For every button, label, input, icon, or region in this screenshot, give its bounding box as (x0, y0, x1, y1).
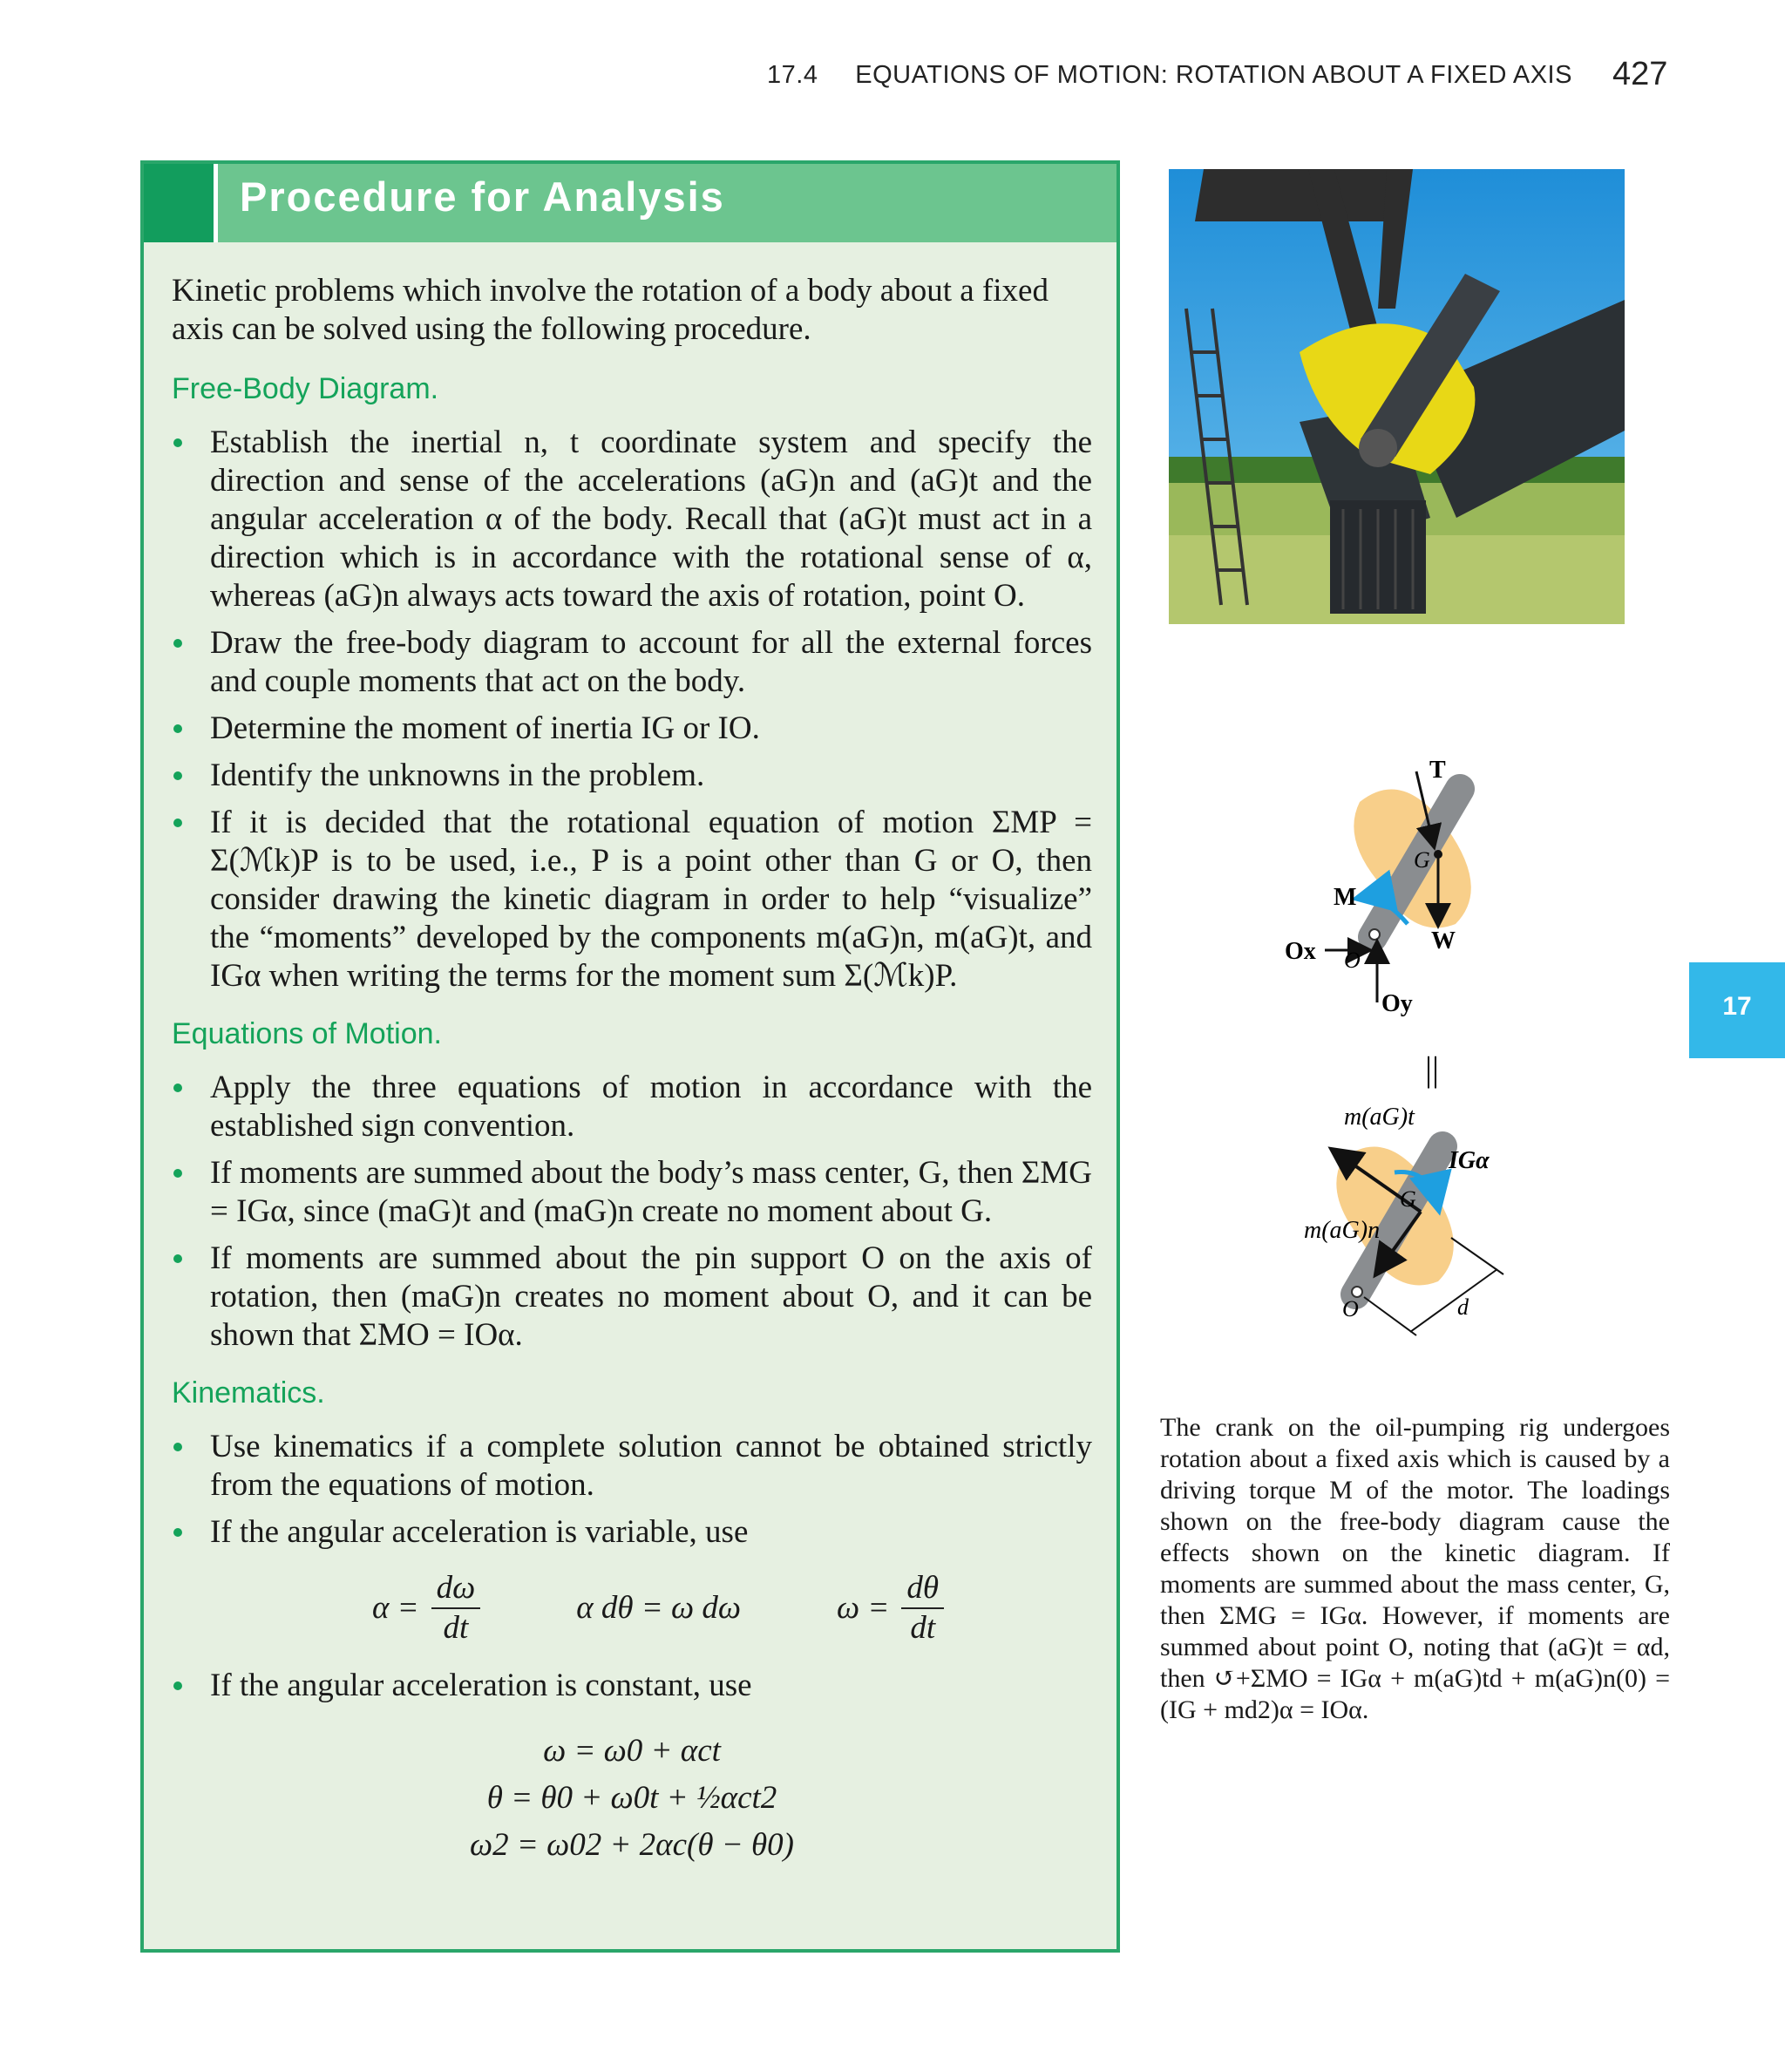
chapter-tab (1689, 962, 1785, 1058)
bullet-icon (173, 724, 182, 733)
procedure-body (172, 272, 1092, 1869)
label-man: m(aG)n (1304, 1217, 1381, 1244)
list-item: Establish the inertial n, t coordinate system and specify the direction and sense of the accelerations (aG)n and (aG)t and the angular acceleration α of the body. Recall that (aG)t must act in a direction which is in accordance with the rotational sense of α, whereas (aG)n always acts toward the axis of rotation, point O. (172, 424, 1092, 615)
label-ia: IGα (1449, 1147, 1490, 1174)
list-item: Use kinematics if a complete solution cannot be obtained strictly from the equations of motion. (172, 1428, 1092, 1505)
bullet-list-free-body (172, 424, 1092, 995)
bullet-icon (173, 1528, 182, 1537)
procedure-title: Procedure for Analysis (240, 173, 725, 220)
variable-acceleration-equations (224, 1569, 1092, 1647)
label-g-kd: G (1400, 1186, 1416, 1212)
label-o-kd: O (1342, 1296, 1359, 1321)
list-item: If moments are summed about the body’s mass center, G, then ΣMG = IGα, since (maG)t and (maG)n create no moment about G. (172, 1154, 1092, 1231)
running-header (767, 61, 1572, 90)
list-item: If the angular acceleration is constant, use (172, 1667, 1092, 1705)
bullet-icon (173, 1169, 182, 1178)
list-item: Identify the unknowns in the problem. (172, 757, 1092, 795)
label-m: M (1334, 884, 1357, 911)
pin-o (1369, 929, 1380, 940)
section-number: 17.4 (767, 61, 818, 89)
banner-tab (144, 164, 214, 242)
label-w: W (1431, 927, 1456, 954)
list-item: If it is decided that the rotational equation of motion ΣMP = Σ(ℳk)P is to be used, i.e., P is a point other than G or O, then consider drawing the kinetic diagram in order to help “visualize” the “moments” developed by the components m(aG)n, m(aG)t, and IGα when writing the terms for the moment sum Σ(ℳk)P. (172, 804, 1092, 995)
oil-pump-photo (1169, 169, 1625, 624)
figure-caption: The crank on the oil-pumping rig undergoes rotation about a fixed axis which is caused by a driving torque M of the motor. The loadings shown on the free-body diagram cause the effects shown on the kinetic diagram. If moments are summed about the mass center, G, then ΣMG = IGα. However, if moments are summed about point O, noting that (aG)t = αd, then ↺+ΣMO = IGα + m(aG)td + m(aG)n(0) = (IG + md2)α = IOα. (1160, 1413, 1670, 1724)
equation-omega-squared: ω2 = ω02 + 2αc(θ − θ0) (470, 1827, 794, 1863)
bullet-list-kinematics (172, 1428, 1092, 1552)
equation-theta-constant: θ = θ0 + ω0t + ½αct2 (486, 1780, 777, 1816)
procedure-intro: Kinetic problems which involve the rotation of a body about a fixed axis can be solved using the following procedure. (172, 273, 1049, 347)
equation-alpha: α = $\frac{d\omega}{dt}$ (372, 1569, 480, 1647)
bullet-icon (173, 1084, 182, 1092)
fbd-kinetic-diagrams (1264, 750, 1560, 1382)
oil-pump-illustration (1169, 169, 1625, 624)
equals-sign: || (1425, 1050, 1440, 1089)
label-oy: Oy (1381, 990, 1413, 1017)
bullet-icon (173, 771, 182, 780)
bullet-icon (173, 1254, 182, 1263)
bullet-list-equations (172, 1069, 1092, 1355)
label-ox: Ox (1285, 938, 1316, 965)
list-item: Apply the three equations of motion in accordance with the established sign convention. (172, 1069, 1092, 1145)
label-o: O (1344, 948, 1361, 973)
list-item: If moments are summed about the pin support O on the axis of rotation, then (maG)n creates no moment about O, and it can be shown that ΣMO = IOα. (172, 1240, 1092, 1355)
label-d: d (1457, 1294, 1469, 1320)
crank-diagrams (1264, 750, 1560, 1377)
label-g: G (1414, 847, 1430, 873)
procedure-box (140, 160, 1120, 1953)
bullet-icon (173, 819, 182, 827)
bullet-icon (173, 639, 182, 648)
bullet-icon (173, 1681, 182, 1690)
section-heading-kinematics: Kinematics. (172, 1376, 325, 1410)
procedure-banner (144, 164, 1116, 242)
page-number: 427 (1612, 56, 1668, 92)
kinetic-diagram (1304, 1104, 1503, 1335)
label-t: T (1429, 757, 1446, 784)
bullet-icon (173, 438, 182, 447)
section-title: EQUATIONS OF MOTION: ROTATION ABOUT A FIXED AXIS (855, 61, 1572, 89)
list-item: If the angular acceleration is variable, use (172, 1513, 1092, 1552)
equation-omega-constant: ω = ω0 + αct (543, 1733, 721, 1769)
bullet-icon (173, 1443, 182, 1451)
list-item: Draw the free-body diagram to account for all the external forces and couple moments that act on the body. (172, 624, 1092, 701)
equation-omega: ω = $\frac{d\theta}{dt}$ (837, 1569, 944, 1647)
constant-acceleration-equations (172, 1728, 1092, 1869)
list-item: Determine the moment of inertia IG or IO. (172, 710, 1092, 748)
chapter-number: 17 (1722, 992, 1752, 1021)
label-mat: m(aG)t (1344, 1104, 1415, 1131)
section-heading-equations: Equations of Motion. (172, 1017, 442, 1050)
equation-alpha-dtheta: α dθ = ω dω (576, 1590, 742, 1626)
bullet-list-kinematics-2 (172, 1667, 1092, 1705)
section-heading-free-body: Free-Body Diagram. (172, 372, 439, 405)
free-body-diagram (1285, 757, 1471, 1017)
